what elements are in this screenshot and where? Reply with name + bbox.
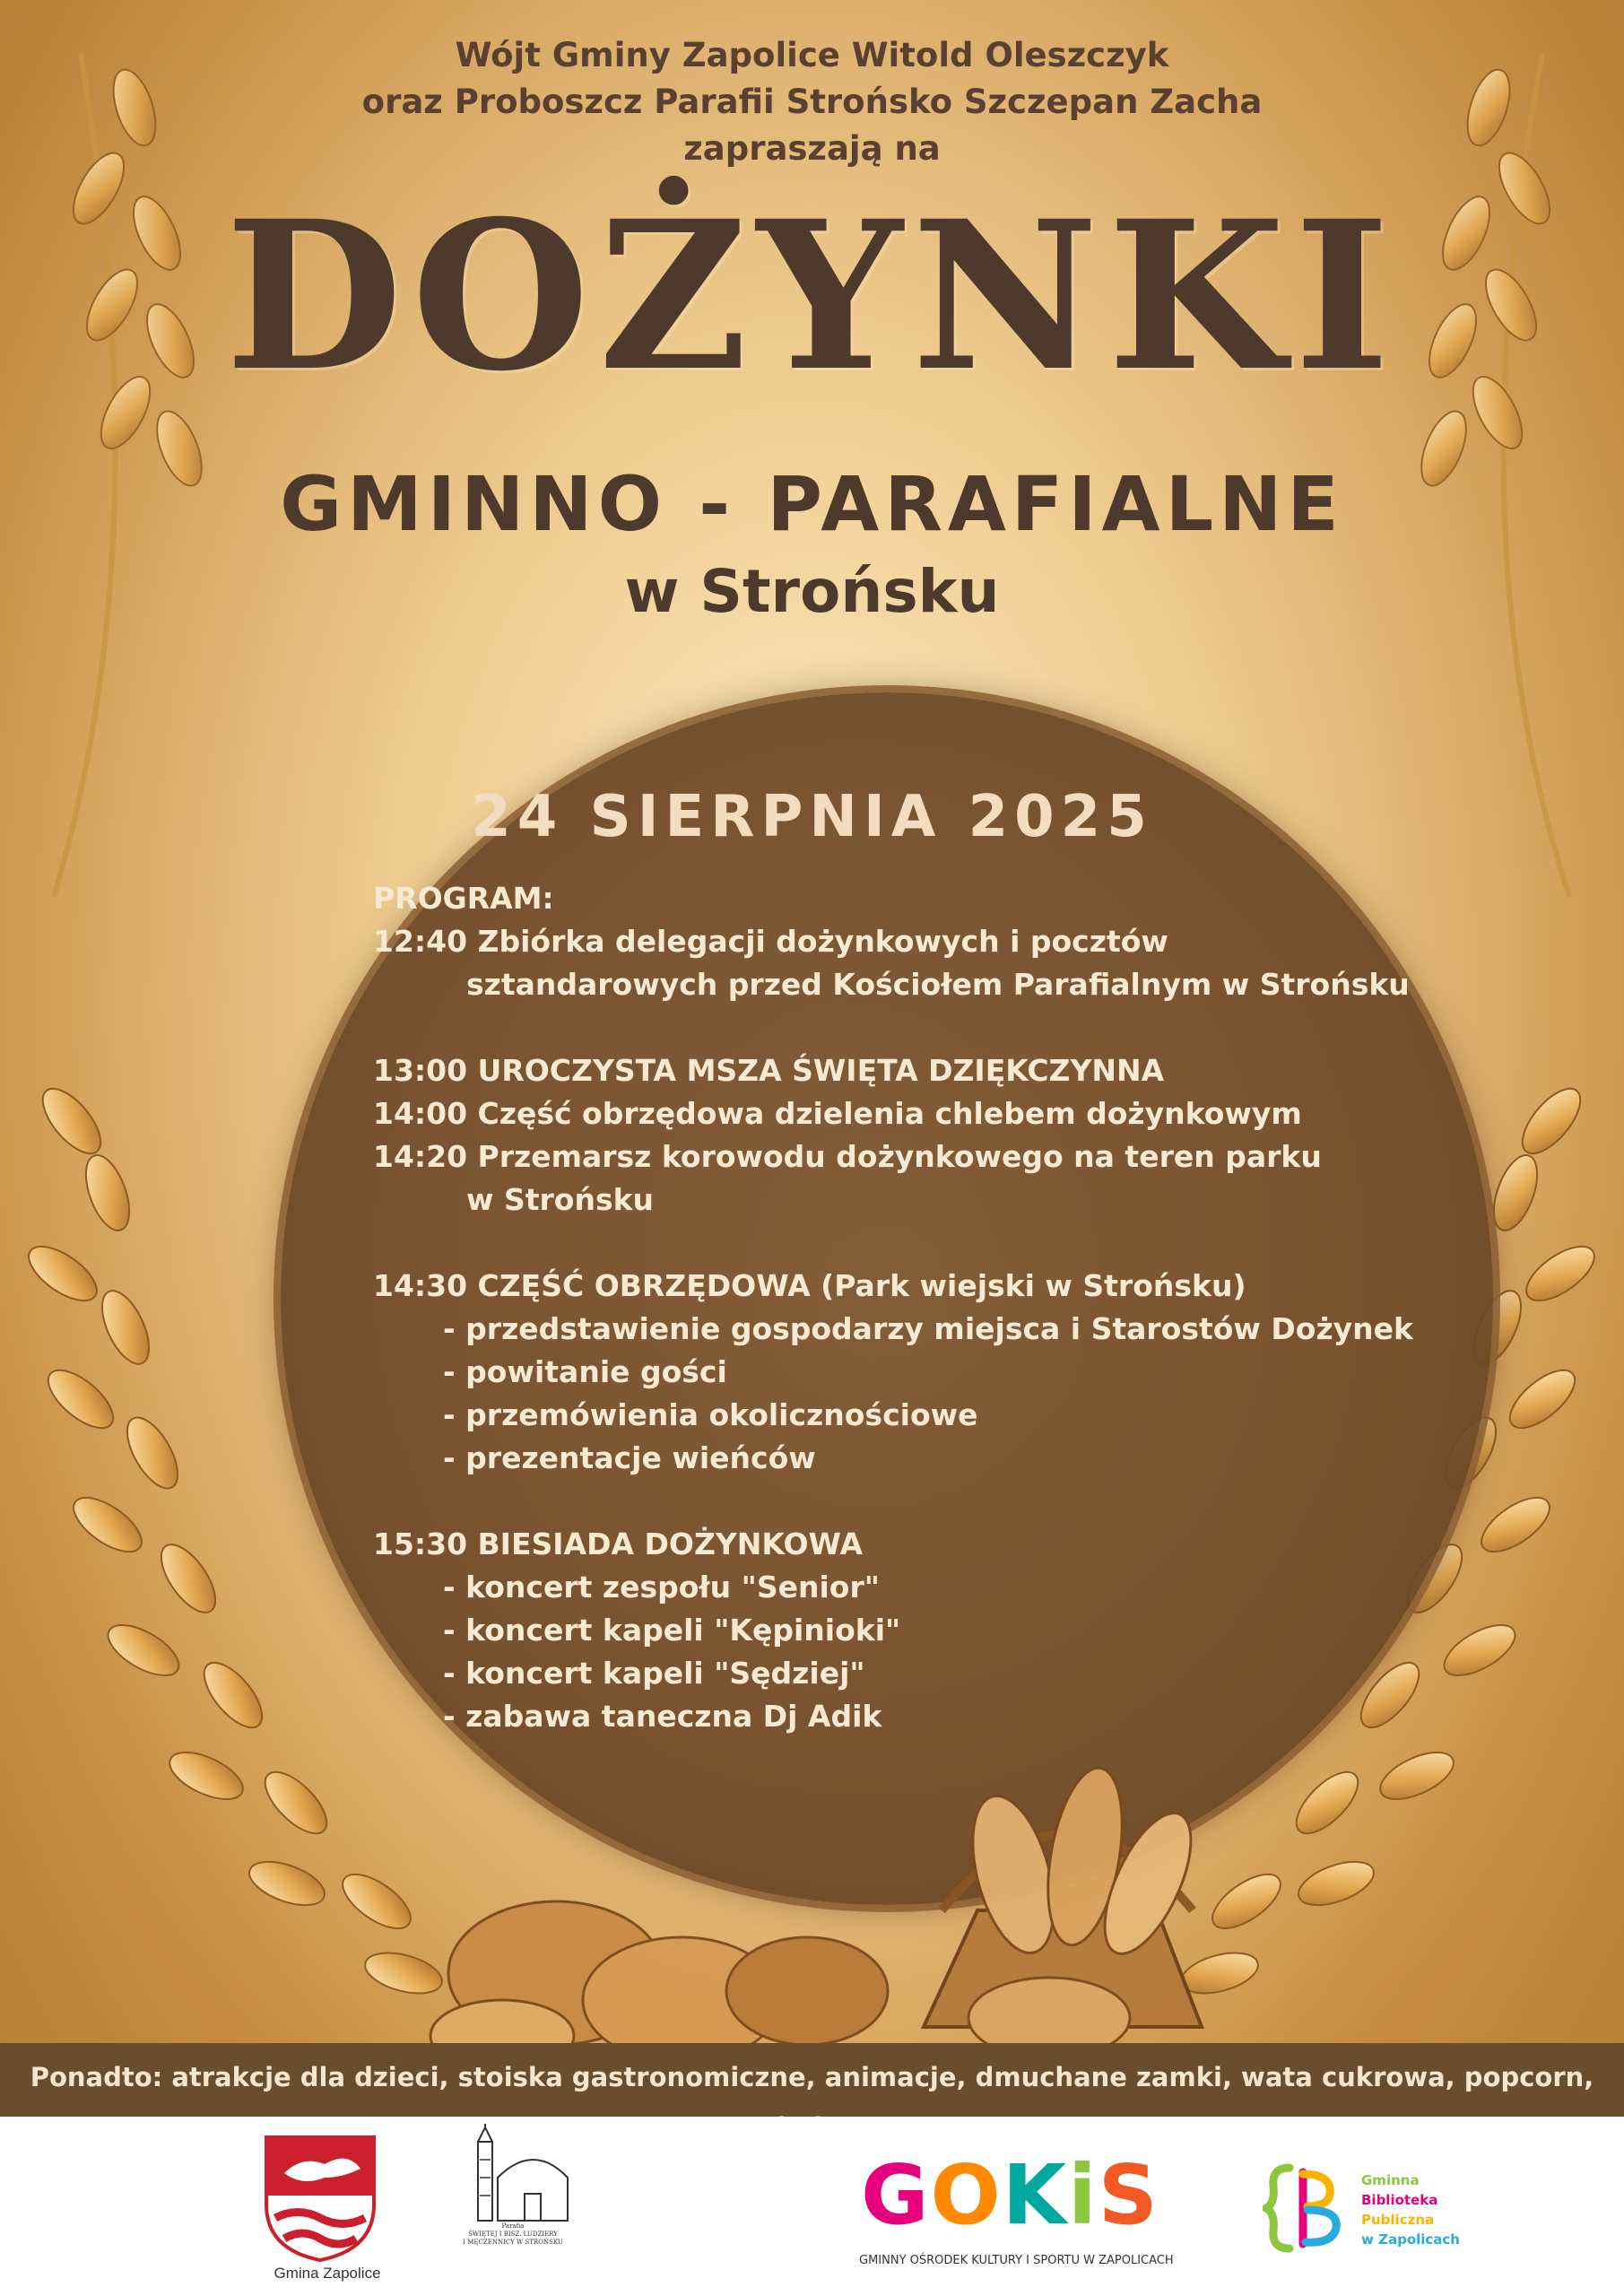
library-name-line-4: w Zapolicach bbox=[1361, 2231, 1460, 2248]
invitation-line-1: Wójt Gminy Zapolice Witold Oleszczyk bbox=[455, 36, 1169, 74]
gokis-letter-g: G bbox=[861, 2147, 931, 2243]
program-list bbox=[373, 877, 1467, 1738]
program-item-3: 14:00 Część obrzędowa dzielenia chlebem dożynkowym bbox=[373, 1096, 1302, 1131]
invitation-line-2: oraz Proboszcz Parafii Strońsko Szczepan Zacha bbox=[361, 83, 1263, 121]
gokis-letter-i: i bbox=[1068, 2147, 1099, 2243]
program-item-5-sub-3: - przemówienia okolicznościowe bbox=[443, 1397, 978, 1432]
program-item-6-sub-1: - koncert zespołu "Senior" bbox=[443, 1570, 880, 1605]
program-item-6-sub-3: - koncert kapeli "Sędziej" bbox=[443, 1656, 865, 1691]
event-subtitle: GMINNO - PARAFIALNE bbox=[280, 460, 1344, 548]
program-item-5-sub-2: - powitanie gości bbox=[443, 1354, 727, 1389]
parish-label bbox=[450, 2222, 576, 2247]
program-item-1: 12:40 Zbiórka delegacji dożynkowych i pocztów bbox=[373, 924, 1168, 959]
invitation-line-3: zapraszają na bbox=[683, 129, 941, 168]
library-name bbox=[1361, 2170, 1460, 2249]
gmina-zapolice-label: Gmina Zapolice bbox=[274, 2265, 381, 2282]
program-item-4: 14:20 Przemarsz korowodu dożynkowego na teren parku bbox=[373, 1139, 1322, 1174]
library-name-line-3: Publiczna bbox=[1361, 2212, 1435, 2228]
event-title: DOŻYNKI bbox=[225, 176, 1399, 416]
gmina-zapolice-coat-of-arms-icon bbox=[262, 2133, 378, 2264]
library-logo-icon bbox=[1263, 2163, 1352, 2253]
event-place: w Strońsku bbox=[624, 557, 1000, 626]
parish-label-line-2: ŚWIĘTEJ I BISZ. LUDZIERY bbox=[468, 2231, 558, 2238]
program-item-6: 15:30 BIESIADA DOŻYNKOWA bbox=[373, 1526, 863, 1561]
program-item-4-cont: w Strońsku bbox=[466, 1182, 655, 1217]
event-date: 24 SIERPNIA 2025 bbox=[471, 784, 1153, 850]
program-item-1-cont: sztandarowych przed Kościołem Parafialnym w Strońsku bbox=[466, 967, 1410, 1002]
parish-church-icon bbox=[462, 2124, 574, 2222]
program-item-5: 14:30 CZĘŚĆ OBRZĘDOWA (Park wiejski w Strońsku) bbox=[373, 1268, 1246, 1303]
gokis-letter-k: K bbox=[1002, 2147, 1069, 2243]
program-item-6-sub-4: - zabawa taneczna Dj Adik bbox=[443, 1699, 882, 1734]
library-name-line-1: Gminna bbox=[1361, 2172, 1420, 2188]
program-item-2: 13:00 UROCZYSTA MSZA ŚWIĘTA DZIĘKCZYNNA bbox=[373, 1053, 1165, 1088]
library-name-line-2: Biblioteka bbox=[1361, 2192, 1438, 2208]
extras-text: Ponadto: atrakcje dla dzieci, stoiska gastronomiczne, animacje, dmuchane zamki, wata cukrowa, popcorn, bbox=[30, 2062, 1594, 2092]
program-heading: PROGRAM: bbox=[373, 881, 554, 916]
parish-label-line-3: I MĘCZENNICY W STROŃSKU bbox=[463, 2239, 563, 2246]
gokis-letter-s: S bbox=[1098, 2147, 1159, 2243]
invitation-text bbox=[0, 32, 1624, 172]
program-item-5-sub-4: - prezentacje wieńców bbox=[443, 1440, 816, 1475]
gokis-logo bbox=[861, 2147, 1159, 2243]
program-item-5-sub-1: - przedstawienie gospodarzy miejsca i Starostów Dożynek bbox=[443, 1311, 1414, 1346]
program-item-6-sub-2: - koncert kapeli "Kępinioki" bbox=[443, 1613, 901, 1648]
gokis-letter-o: O bbox=[930, 2147, 1003, 2243]
parish-label-line-1: Parafia bbox=[501, 2222, 525, 2230]
gokis-subtitle: GMINNY OŚRODEK KULTURY I SPORTU W ZAPOLICACH bbox=[859, 2254, 1174, 2267]
